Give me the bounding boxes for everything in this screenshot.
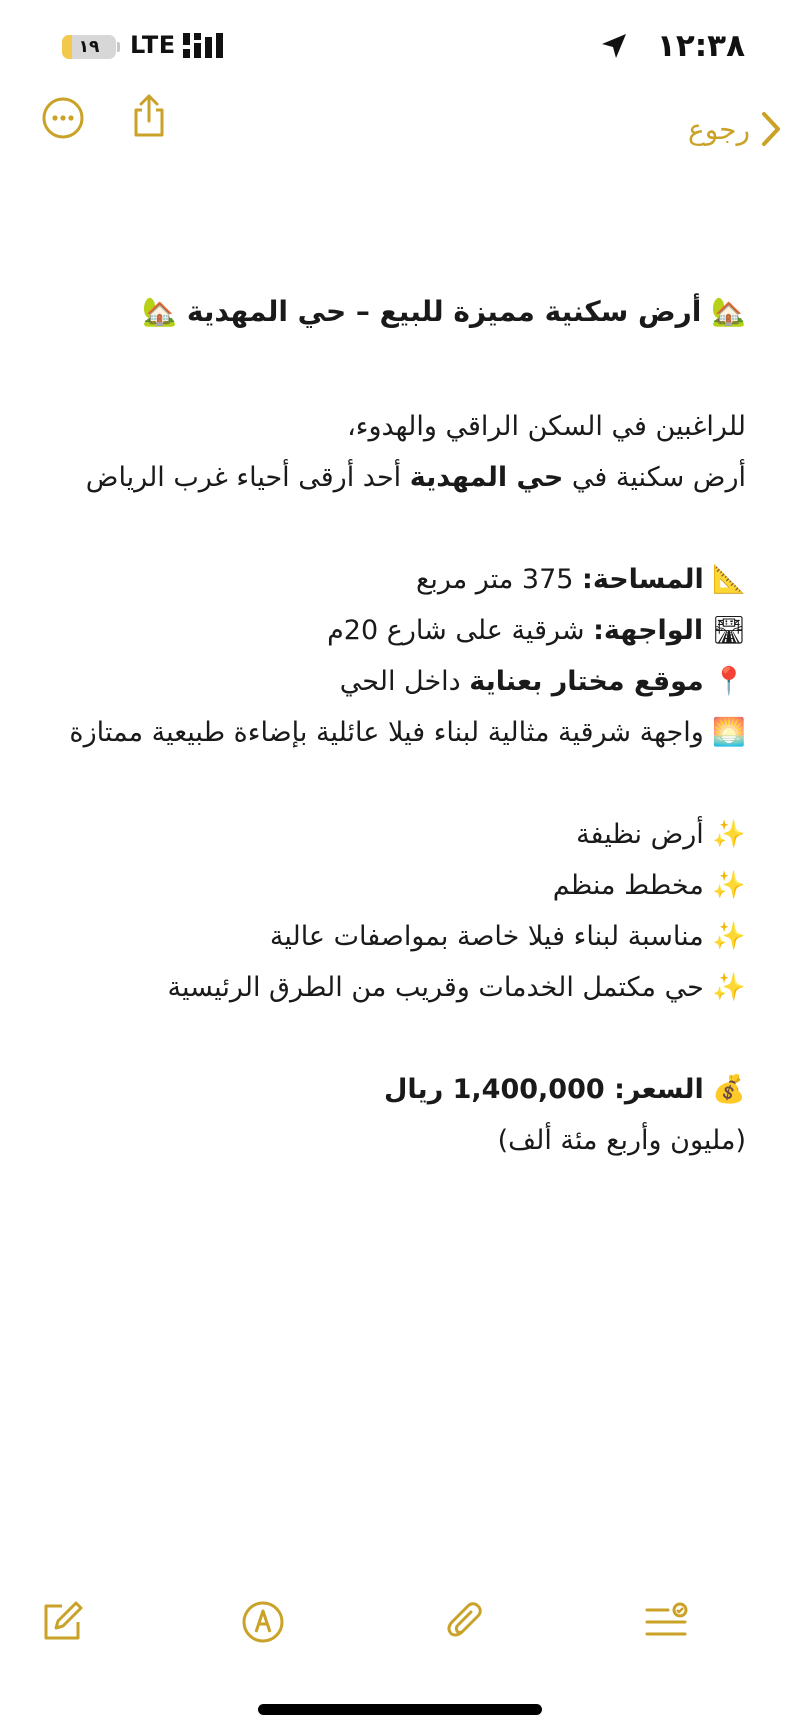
location-bold: موقع مختار بعناية (469, 666, 704, 697)
back-button[interactable] (688, 104, 782, 154)
sparkles-icon: ✨ (712, 921, 746, 952)
status-time: ١٢:٣٨ (656, 28, 745, 64)
more-icon[interactable] (42, 97, 84, 139)
note-body[interactable] (60, 286, 746, 1166)
feature-text: أرض نظيفة (576, 819, 704, 850)
ruler-icon: 📐 (712, 564, 746, 595)
signal-strength-icon (182, 33, 228, 59)
price-label: السعر: 1,400,000 ريال (383, 1074, 704, 1105)
battery-percent: ١٩ (78, 37, 100, 57)
compose-icon[interactable] (40, 1600, 84, 1644)
facade-value: شرقية على شارع 20م (327, 615, 594, 646)
location-line (60, 656, 746, 707)
pin-icon: 📍 (712, 666, 746, 697)
money-bag-icon: 💰 (712, 1074, 746, 1105)
sparkles-icon: ✨ (712, 819, 746, 850)
facade-label: الواجهة: (593, 615, 704, 646)
intro-line-1: للراغبين في السكن الراقي والهدوء، (347, 411, 746, 442)
intro-line-2 (60, 452, 746, 503)
area-label: المساحة: (582, 564, 704, 595)
attachment-icon[interactable] (443, 1600, 487, 1644)
sparkles-icon: ✨ (712, 972, 746, 1003)
network-type: LTE (130, 31, 176, 59)
share-icon[interactable] (130, 94, 168, 138)
price-words: (مليون وأربع مئة ألف) (497, 1125, 746, 1156)
battery-cap (117, 42, 120, 52)
facade-line (60, 605, 746, 656)
clock (600, 26, 745, 66)
price-line (60, 1064, 746, 1115)
sunrise-icon: 🌅 (712, 717, 746, 748)
checklist-icon[interactable] (644, 1600, 688, 1644)
feature-item (60, 860, 746, 911)
road-icon: 🛣 (711, 615, 746, 646)
area-value: 375 متر مربع (415, 564, 583, 595)
feature-text: مخطط منظم (552, 870, 704, 901)
intro-text-b: أحد أرقى أحياء غرب الرياض (85, 462, 410, 493)
sunrise-line (60, 707, 746, 758)
area-line (60, 554, 746, 605)
feature-item (60, 962, 746, 1013)
battery-icon (62, 35, 116, 59)
status-bar (0, 0, 800, 96)
intro-district: حي المهدية (409, 462, 564, 493)
chevron-left-icon (760, 110, 782, 148)
home-indicator[interactable] (258, 1704, 542, 1715)
feature-text: حي مكتمل الخدمات وقريب من الطرق الرئيسية (167, 972, 704, 1003)
sunrise-text: واجهة شرقية مثالية لبناء فيلا عائلية بإضاءة طبيعية ممتازة (69, 717, 713, 748)
feature-item (60, 809, 746, 860)
back-label: رجوع (687, 112, 750, 146)
intro-text-a: أرض سكنية في (563, 462, 746, 493)
location-arrow-icon (600, 32, 628, 60)
location-rest: داخل الحي (339, 666, 470, 697)
markup-icon[interactable] (241, 1600, 285, 1644)
feature-text: مناسبة لبناء فيلا خاصة بمواصفات عالية (269, 921, 704, 952)
sparkles-icon: ✨ (712, 870, 746, 901)
note-title: 🏡 أرض سكنية مميزة للبيع – حي المهدية 🏡 (142, 295, 746, 328)
feature-item (60, 911, 746, 962)
